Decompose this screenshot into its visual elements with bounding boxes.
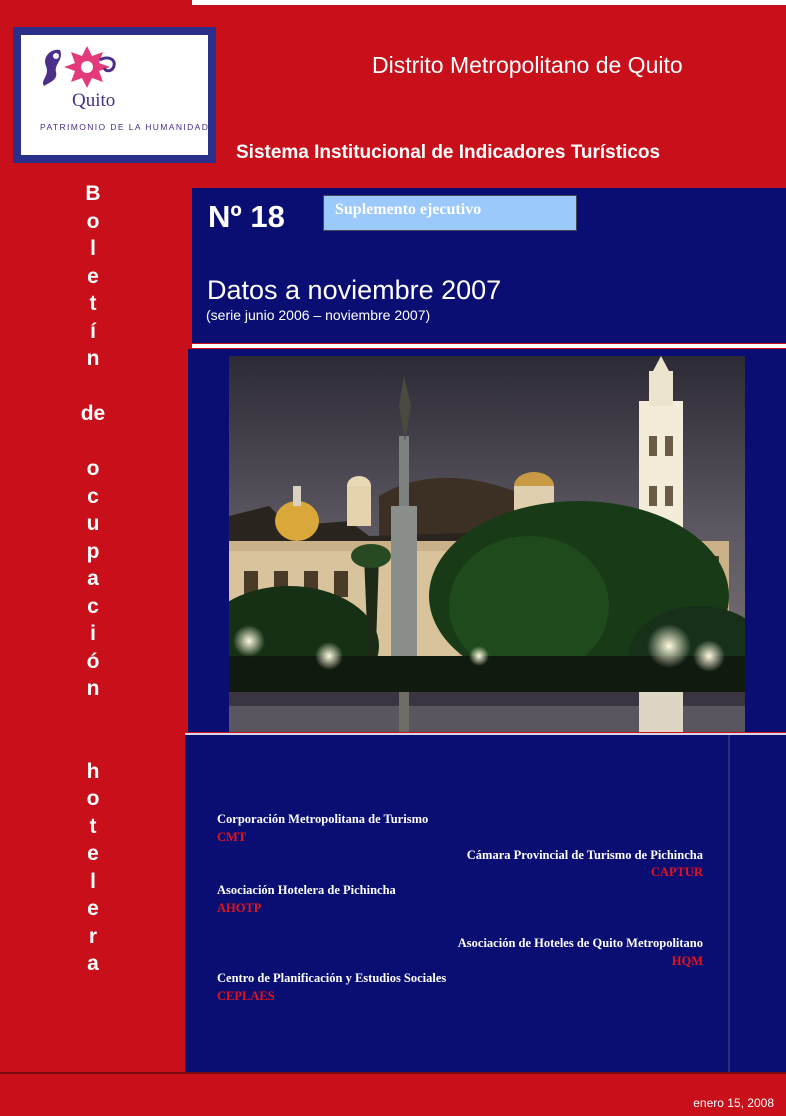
org-name-captur: Cámara Provincial de Turismo de Pichincha (466, 848, 703, 862)
data-title: Datos a noviembre 2007 (207, 275, 502, 305)
series-range: (serie junio 2006 – noviembre 2007) (206, 307, 431, 323)
vertical-title-letter: o (86, 787, 100, 810)
vertical-title-letter: ó (86, 649, 100, 673)
vertical-title-letter: e (87, 264, 99, 288)
vertical-title-letter: í (90, 319, 96, 343)
vertical-title-letter: c (87, 484, 99, 508)
cathedral-night-photo (229, 356, 745, 692)
org-abbr-cmt: CMT (217, 830, 247, 844)
vertical-title-letter: p (86, 539, 100, 563)
divider-rule (192, 344, 786, 348)
org-abbr-ceplaes: CEPLAES (217, 989, 275, 1003)
issue-number: Nº 18 (208, 199, 285, 234)
quito-logo-mark (32, 42, 142, 110)
vertical-title-letter: i (90, 622, 96, 645)
district-title: Distrito Metropolitano de Quito (372, 52, 683, 78)
top-rule (192, 0, 786, 5)
vertical-title-letter: c (87, 594, 99, 618)
organizations-side-divider (728, 735, 730, 1072)
vertical-title-letter: t (89, 292, 97, 315)
vertical-title-letter: r (88, 924, 98, 948)
footer-rule (0, 1072, 786, 1074)
vertical-title-letter: h (86, 759, 100, 783)
org-name-cmt: Corporación Metropolitana de Turismo (217, 812, 429, 826)
org-name-ceplaes: Centro de Planificación y Estudios Sociales (217, 971, 447, 985)
supplement-label: Suplemento ejecutivo (335, 201, 482, 218)
vertical-title-letter: n (86, 347, 100, 370)
organizations-top-rule (185, 733, 786, 735)
org-abbr-hqm: HQM (671, 954, 703, 968)
vertical-title (60, 180, 126, 978)
system-title: Sistema Institucional de Indicadores Turísticos (236, 142, 661, 163)
org-abbr-captur: CAPTUR (650, 865, 703, 879)
vertical-title-letter: u (86, 512, 100, 535)
vertical-title-letter: t (89, 814, 97, 838)
vertical-title-letter: a (87, 952, 99, 975)
organizations-panel (185, 733, 786, 1072)
vertical-title-letter (60, 703, 126, 731)
logo-brand: Quito (72, 90, 116, 110)
org-name-hqm: Asociación de Hoteles de Quito Metropolitano (457, 936, 703, 950)
vertical-title-letter (60, 373, 126, 401)
logo-subtitle: PATRIMONIO DE LA HUMANIDAD (40, 122, 210, 132)
org-name-ahotp: Asociación Hotelera de Pichincha (217, 883, 396, 897)
vertical-title-letter: B (85, 182, 101, 205)
vertical-title-letter: o (86, 457, 100, 480)
vertical-title-letter: e (87, 842, 99, 865)
vertical-title-letter: l (90, 869, 96, 893)
publication-date: enero 15, 2008 (693, 1096, 774, 1110)
vertical-title-letter: de (80, 402, 106, 425)
vertical-title-letter (60, 428, 126, 456)
vertical-title-letter (60, 730, 126, 758)
vertical-title-letter: n (86, 677, 100, 700)
org-abbr-ahotp: AHOTP (217, 901, 262, 915)
vertical-title-letter: e (87, 897, 99, 920)
photo-reflection (229, 692, 745, 732)
vertical-title-letter: a (87, 567, 99, 590)
vertical-title-letter: l (90, 237, 96, 260)
vertical-title-letter: o (86, 209, 100, 233)
